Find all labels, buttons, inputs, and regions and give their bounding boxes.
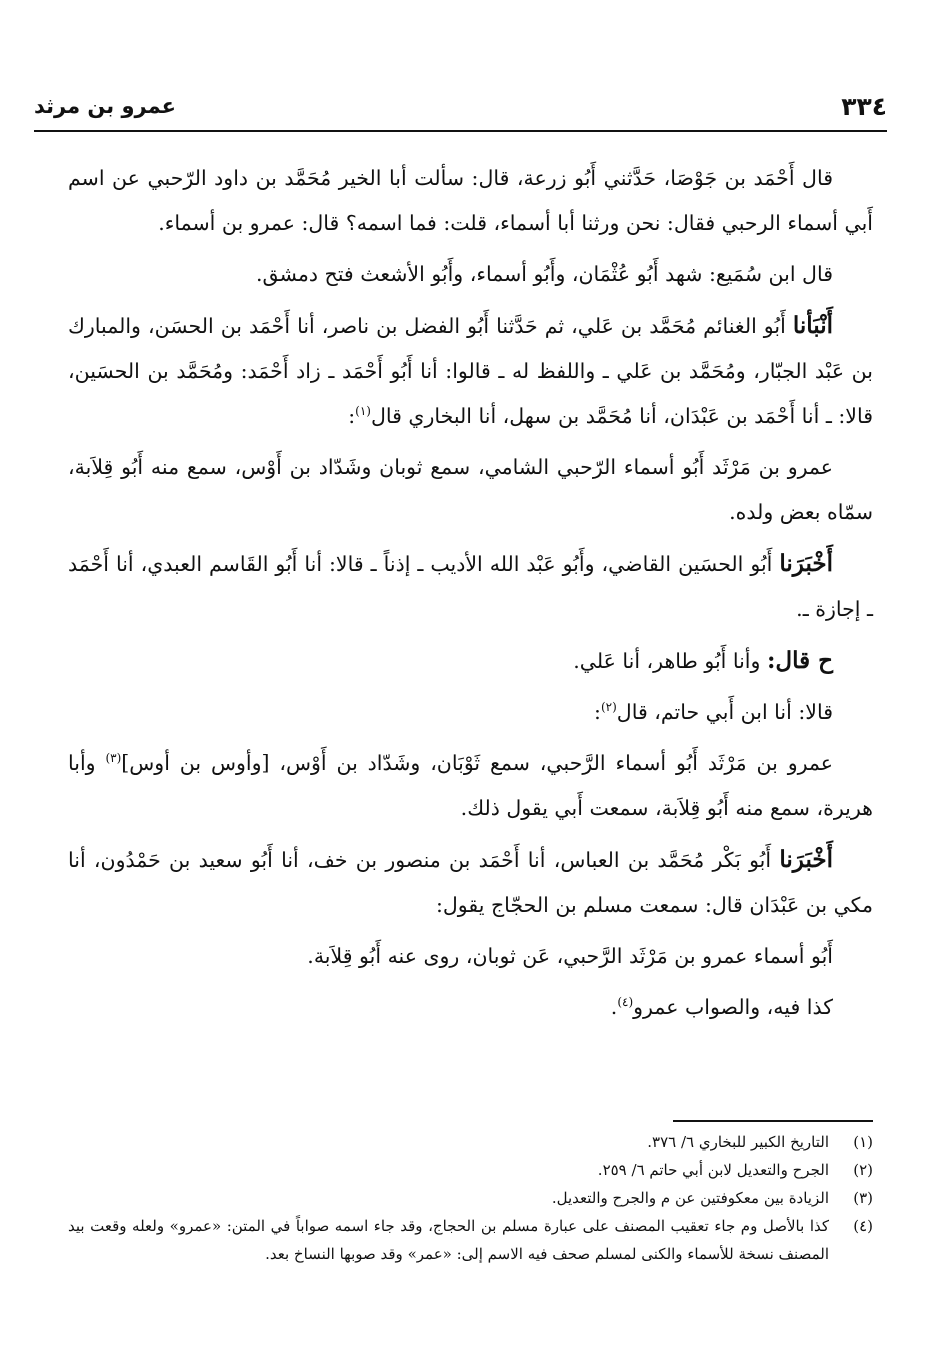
footnote-ref: (٤) [617,995,634,1010]
transmission-keyword: ح قال: [766,647,833,674]
footnote [68,1156,873,1184]
page-number: ٣٣٤ [841,92,887,121]
footnote-number: (١) [853,1133,873,1151]
page-header [34,86,887,132]
paragraph [68,541,873,632]
paragraph-text: كذا فيه، والصواب عمرو [633,995,833,1019]
transmission-keyword: أَخْبَرَنا [779,550,833,577]
footnote [68,1184,873,1212]
paragraph [68,837,873,928]
footnote-ref: (٣) [105,751,122,766]
paragraph [68,303,873,439]
footnote-number: (٣) [853,1189,873,1207]
paragraph-text: قال ابن سُمَيع: شهد أَبُو عُثْمَان، وأَبُو أسماء، وأَبُو الأشعث فتح دمشق. [255,262,833,286]
paragraph-text: عمرو بن مَرْثَد أَبُو أسماء الرّحبي الشامي، سمع ثوبان وشَدّاد بن أَوْس، سمع منه أَبُو قِلاَبة، سمّاه بعض ولده. [68,455,873,524]
footnote-number: (٢) [853,1161,873,1179]
paragraph-text: وأنا أَبُو طاهر، أنا عَلي. [573,649,767,673]
paragraph-text: أَبُو الغنائم مُحَمَّد بن عَلي، ثم حَدَّثنا أَبُو الفضل بن ناصر، أنا أَحْمَد بن الحسَن، والمبارك بن عَبْد الجبّار، ومُحَمَّد بن عَلي ـ واللفظ له ـ قالوا: أنا أَبُو أَحْمَد ـ زاد أَحْمَد: ومُحَمَّد بن الحسَين، قالا: ـ أنا أَحْمَد بن عَبْدَان، أنا مُحَمَّد بن سهل، أنا البخاري قال [68,314,873,428]
paragraph-text: أَبُو الحسَين القاضي، وأَبُو عَبْد الله الأديب ـ إذناً ـ قالا: أنا أَبُو القَاسم العبدي، أنا أَحْمَد ـ إجازة ـ. [68,552,873,621]
paragraph [68,985,873,1030]
transmission-keyword: أَنْبَأنا [792,312,833,339]
paragraph [68,741,873,831]
running-title: عمرو بن مرثد [34,94,177,118]
paragraph [68,690,873,735]
paragraph-text: عمرو بن مَرْثَد أَبُو أسماء الرَّحبي، سمع ثَوْبَان، وشَدّاد بن أَوْس، [وأوس بن أوس] [121,751,833,775]
paragraph-text: قالا: أنا ابن أَبي حاتم، قال [616,700,833,724]
footnote-ref: (٢) [600,700,617,715]
paragraph-tail: : [348,404,356,428]
paragraph-text: أَبُو أسماء عمرو بن مَرْثَد الرَّحبي، عَن ثوبان، روى عنه أَبُو قِلاَبة. [307,944,833,968]
footnote-number: (٤) [853,1217,873,1235]
footnote-text: كذا بالأصل وم جاء تعقيب المصنف على عبارة مسلم بن الحجاج، وقد جاء اسمه صواباً في المتن: «عمرو» ولعله وقعت بيد المصنف نسخة للأسماء والكنى لمسلم صحف فيه الاسم إلى: «عمر» وقد صوبها النساخ بعد. [68,1217,829,1263]
footnotes [68,1120,873,1268]
transmission-keyword: أَخْبَرَنا [779,846,833,873]
paragraph-tail: وأبا هريرة، سمع منه أَبُو قِلاَبة، سمعت أَبي يقول ذلك. [68,751,873,820]
main-text [68,156,873,1030]
paragraph [68,638,873,684]
footnote-text: الزيادة بين معكوفتين عن م والجرح والتعديل. [551,1189,829,1207]
paragraph-text: قال أَحْمَد بن جَوْصَا، حَدَّثني أَبُو زرعة، قال: سألت أبا الخير مُحَمَّد بن داود الرّحبي عن اسم أَبي أسماء الرحبي فقال: نحن ورثنا أبا أسماء، قلت: فما اسمه؟ قال: عمرو بن أسماء. [68,166,873,235]
footnote-ref: (١) [355,404,371,419]
paragraph [68,156,873,246]
footnote [68,1128,873,1156]
paragraph-tail: : [594,700,601,724]
paragraph [68,934,873,979]
paragraph-text: أَبُو بَكْر مُحَمَّد بن العباس، أنا أَحْمَد بن منصور بن خف، أنا أَبُو سعيد بن حَمْدُون، أنا مكي بن عَبْدَان قال: سمعت مسلم بن الحجّاج يقول: [68,848,873,917]
footnote-divider [673,1120,873,1122]
paragraph [68,445,873,535]
paragraph [68,252,873,297]
footnote-text: الجرح والتعديل لابن أبي حاتم ٦/ ٢٥٩. [597,1161,829,1179]
footnote [68,1212,873,1268]
footnote-text: التاريخ الكبير للبخاري ٦/ ٣٧٦. [647,1133,829,1151]
paragraph-tail: . [610,995,618,1019]
